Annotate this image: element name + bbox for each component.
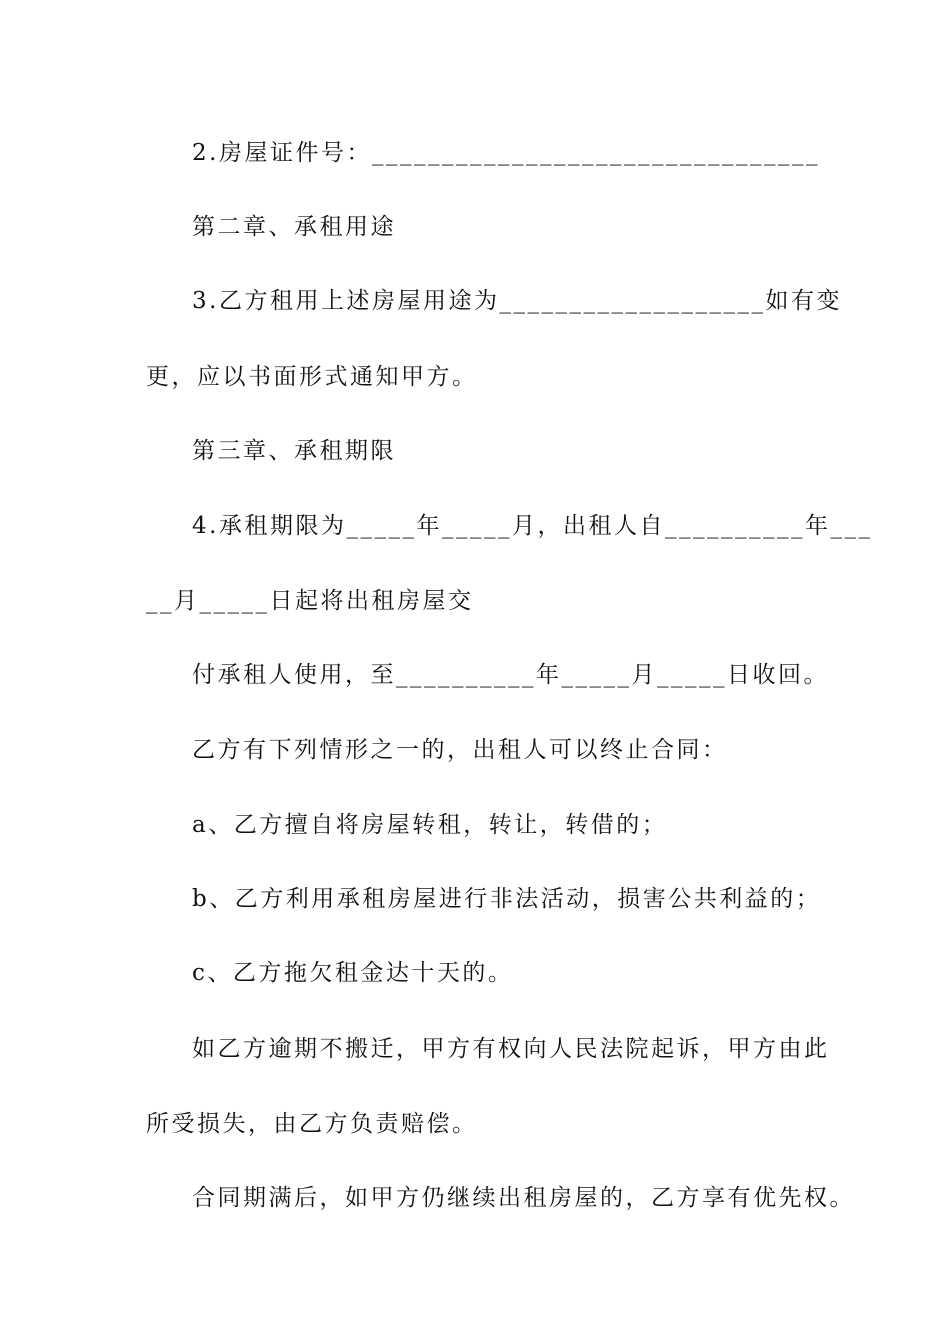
termination-item-b: b、乙方利用承租房屋进行非法活动，损害公共利益的； xyxy=(192,886,822,912)
termination-item-c: c、乙方拖欠租金达十天的。 xyxy=(192,960,514,986)
chapter-3-heading: 第三章、承租期限 xyxy=(192,438,396,464)
termination-intro: 乙方有下列情形之一的，出租人可以终止合同： xyxy=(192,737,728,763)
overdue-clause-continuation: 所受损失，由乙方负责赔偿。 xyxy=(146,1111,478,1137)
clause-2-certificate-number: 2.房屋证件号：________________________________ xyxy=(192,140,820,166)
clause-3-continuation: 更，应以书面形式通知甲方。 xyxy=(146,364,478,390)
overdue-clause: 如乙方逾期不搬迁，甲方有权向人民法院起诉，甲方由此 xyxy=(192,1036,830,1062)
termination-item-a: a、乙方擅自将房屋转租，转让，转借的； xyxy=(192,812,668,838)
clause-4-term: 4.承租期限为_____年_____月，出租人自__________年___ xyxy=(192,513,873,539)
chapter-2-heading: 第二章、承租用途 xyxy=(192,214,396,240)
clause-3-usage: 3.乙方租用上述房屋用途为___________________如有变 xyxy=(192,288,842,314)
clause-4-return-date: 付承租人使用，至__________年_____月_____日收回。 xyxy=(192,662,829,688)
clause-4-continuation: __月_____日起将出租房屋交 xyxy=(146,588,474,614)
renewal-priority-clause: 合同期满后，如甲方仍继续出租房屋的，乙方享有优先权。 xyxy=(192,1185,855,1211)
